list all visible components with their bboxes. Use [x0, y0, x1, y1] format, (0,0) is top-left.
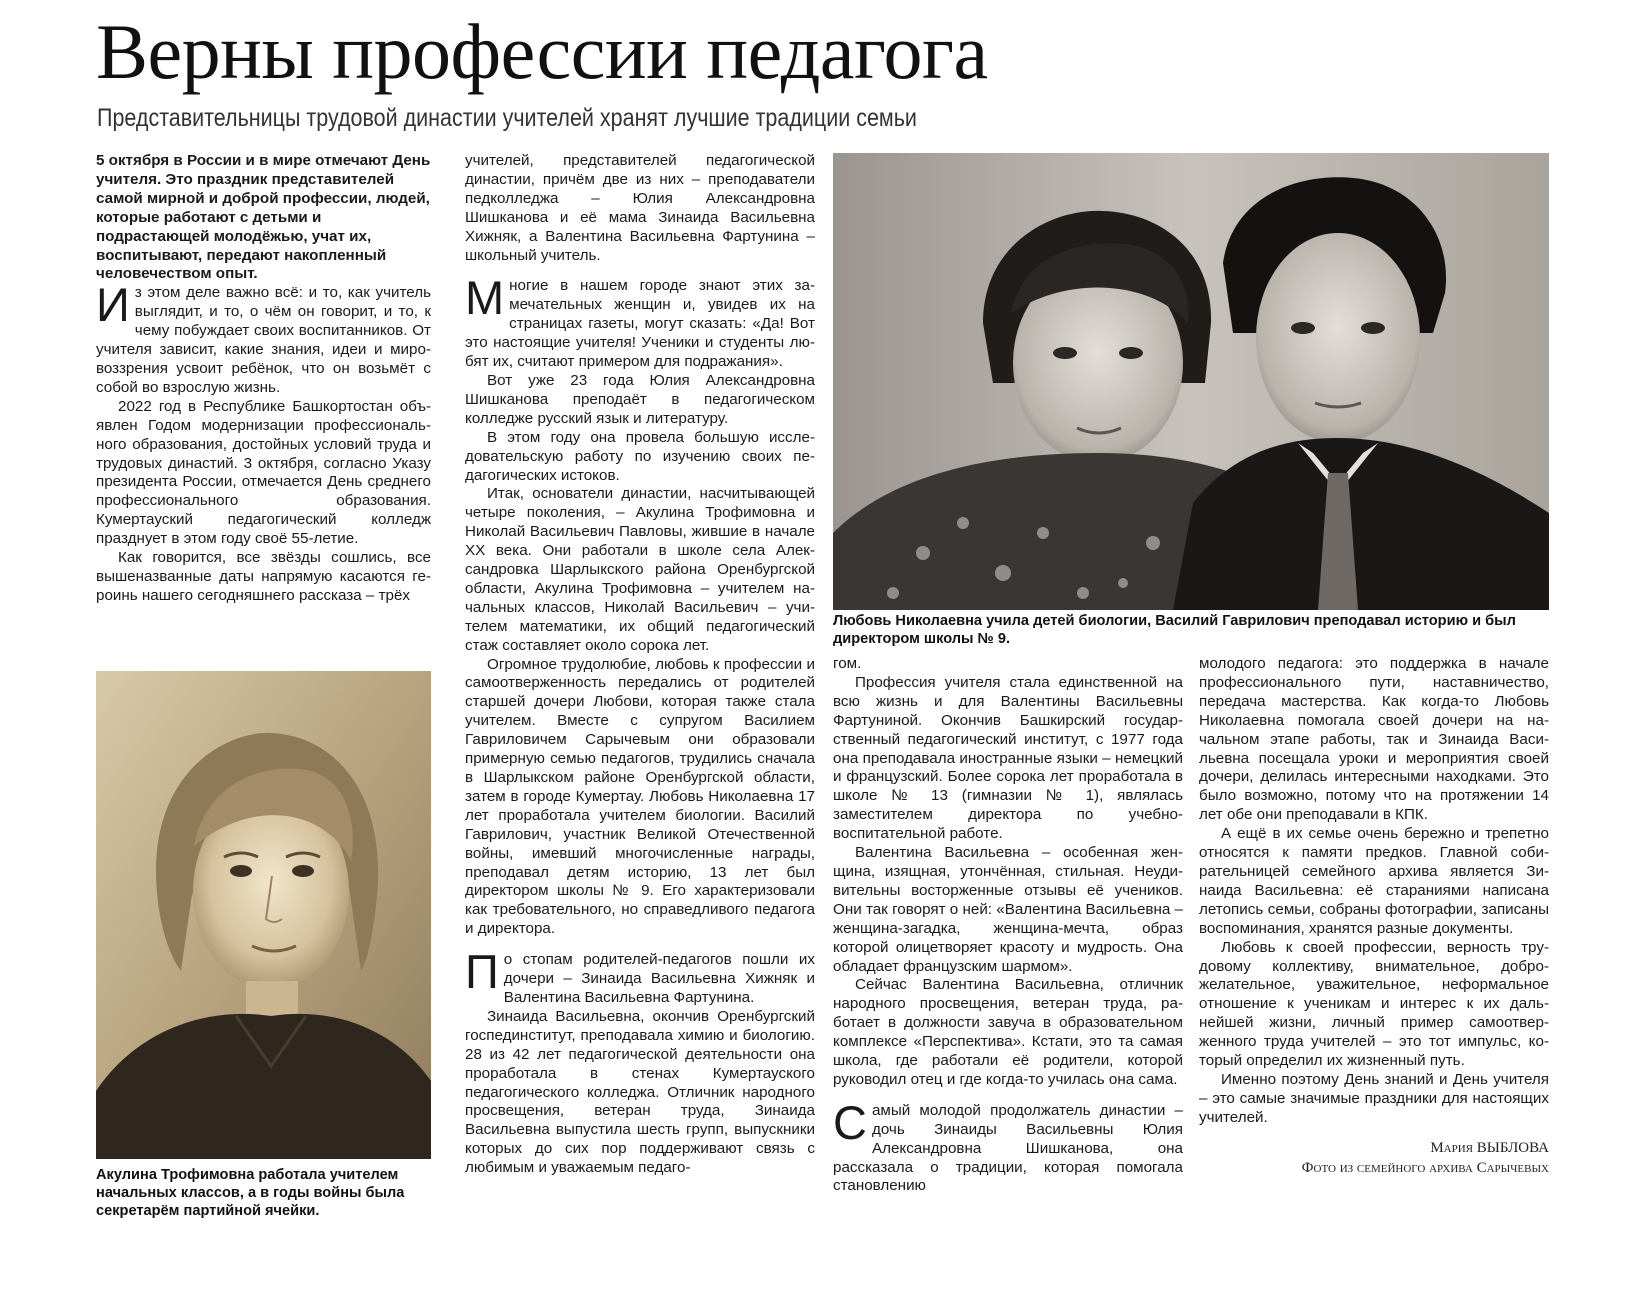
column-4: [1199, 655, 1549, 1178]
couple-caption: Любовь Николаевна учила детей биологии, Василий Гаврилович преподавал историю и был директором школы № 9.: [833, 613, 1516, 647]
drop-cap: И: [96, 278, 130, 332]
paragraph: По стопам родителей-педагогов пошли их дочери – Зинаида Васильевна Хижняк и Валентина Васильевна Фартунина.: [465, 945, 815, 1006]
article-title: Верны профессии педагога: [96, 8, 988, 95]
article-subtitle: Представительницы трудовой династии учителей хранят лучшие традиции семьи: [97, 104, 917, 132]
paragraph: Валентина Васильевна – особенная женщина, изящная, утончённая, стильная. Неудивительны восторженные отзывы её учеников. Они так говорят о ней: «Валентина Васильевна – женщина-загадка, женщина-мечта, образ которой олицетворяет красоту и мудрость. Она обладает французским шармом».: [833, 844, 1183, 975]
paragraph: гом.: [833, 655, 862, 672]
portrait-caption: Акулина Трофимовна работала учителем начальных классов, а в годы войны была секретарём партийной ячейки.: [96, 1167, 405, 1219]
paragraph: Из этом деле важно всё: и то, как учитель выглядит, и то, о чём он говорит, и то, к чему побуждает своих воспитанников. От учителя зависит, какие знания, идеи и мировоззрения усвоит ребёнок, что он возьмёт с собой во взрослую жизнь.: [96, 278, 431, 396]
column-3: [833, 655, 1183, 1196]
paragraph: Итак, основатели династии, насчитывающей четыре поколения, – Акулина Трофимовна и Николай Васильевич Павловы, жившие в начале XX века. Они работали в школе села Александровка Шарлыкского района Оренбургской области, Акулина Трофимовна – учителем начальных классов, Николай Васильевич – учителем математики, их общий педагогический стаж составляет около сорока лет.: [465, 485, 815, 654]
paragraph: Любовь к своей профессии, верность трудовому коллективу, внимательное, доброжелательное, уважительное, неформальное отношение к ученикам и интерес к их дальнейшей жизни, личный пример самоотверженного труда учителей – это тот импульс, который определил их жизненный путь.: [1199, 938, 1549, 1070]
paragraph: В этом году она провела большую исследовательскую работу по изучению своих педагогических истоков.: [465, 428, 815, 484]
paragraph: Зинаида Васильевна, окончив Оренбургский госпединститут, преподавала химию и биологию. 28 из 42 лет педагогической деятельности она проработала в стенах Кумертауского педагогического колледжа. Отличник народного просвещения, ветеран труда, Зинаида Васильевна выпустила шесть групп, выпускники которых до сих пор поддерживают связь с любимым и уважаемым педаго-: [465, 1007, 815, 1177]
paragraph: А ещё в их семье очень бережно и трепетно относятся к памяти предков. Главной собирательницей семейного архива является Зинаида Васильевна: её стараниями написана летопись семьи, собраны фотографии, записаны воспоминания, хранятся разные документы.: [1199, 825, 1549, 937]
paragraph: Как говорится, все звёзды сошлись, все вышеназванные даты напрямую касаются героинь нашего сегодняшнего рассказа – трёх: [96, 549, 431, 604]
paragraph: Именно поэтому День знаний и День учителя – это самые значимые праздники для настоящих учителей.: [1199, 1070, 1549, 1126]
paragraph: 2022 год в Республике Башкортостан объявлен Годом модернизации профессионального образования, достойных условий труда и трудовых династий. 3 октября, согласно Указу президента России, отмечается День среднего профессионального образования. Кумертауский педагогический колледж празднует в этом году своё 55-летие.: [96, 397, 431, 548]
paragraph: молодого педагога: это поддержка в начале профессионального пути, наставничество, передача мастерства. Как когда-то Любовь Николаевна помогала своей дочери на начальном этапе работы, так и Зинаида Васильевна посещала уроки и мероприятия своей дочери, делилась интересными находками. Это было возможно, потому что на протяжении 14 лет обе они преподавали в КПК.: [1199, 655, 1549, 824]
article-lead: 5 октября в России и в мире отмечают День учителя. Это праздник представителей самой мирной и доброй профессии, людей, которые работают с детьми и подрастающей молодёжью, учат их, воспитывают, передают накопленный человечеством опыт.: [96, 152, 431, 283]
paragraph: Огромное трудолюбие, любовь к профессии и самоотверженность передались от родителей старшей дочери Любови, которая также стала учителем. Вместе с супругом Василием Гавриловичем Сарычевым они образовали примерную семью педагогов, трудились сначала в Шарлыкском районе Оренбургской области, затем в городе Кумертау. Любовь Николаевна 17 лет проработала учителем биологии. Василий Гаврилович, участник Великой Отечественной войны, имевший многочисленные награды, преподавал детям историю, 13 лет был директором школы № 9. Его характеризовали как требовательного, но справедливого педагога и директора.: [465, 655, 815, 938]
photo-credit: Фото из семейного архива Сарычевых: [1301, 1159, 1549, 1176]
drop-cap: М: [465, 271, 505, 325]
drop-cap: П: [465, 945, 499, 999]
portrait-image: [96, 671, 431, 1159]
column-1: [96, 152, 431, 606]
author-byline: [1199, 1138, 1549, 1178]
paragraph: Сейчас Валентина Васильевна, отличник народного просвещения, ветеран труда, работает в должности завуча в образовательном комплексе «Перспектива». Кстати, это та самая школа, где работали её родители, которой руководил отец и где когда-то училась она сама.: [833, 976, 1183, 1088]
couple-photo: [833, 153, 1549, 610]
author-name: Мария ВЫБЛОВА: [1430, 1139, 1549, 1156]
portrait-photo: [96, 671, 431, 1159]
paragraph: учителей, представителей педагогической династии, причём две из них – преподаватели педколледжа – Юлия Александровна Шишканова и её мама Зинаида Васильевна Хижняк, а Валентина Васильевна Фартунина – школьный учитель.: [465, 152, 815, 264]
drop-cap: С: [833, 1095, 867, 1149]
paragraph: Самый молодой продолжатель династии – дочь Зинаиды Васильевны Юлия Александровна Шишканова, она рассказала о традиции, которая помогала становлению: [833, 1095, 1183, 1195]
couple-image: [833, 153, 1549, 610]
paragraph: Вот уже 23 года Юлия Александровна Шишканова преподаёт в педагогическом колледже русский язык и литературу.: [465, 371, 815, 427]
column-2: [465, 152, 815, 1178]
paragraph: Многие в нашем городе знают этих замечательных женщин и, увидев их на страницах газеты, могут сказать: «Да! Вот это настоящие учителя! Ученики и студенты любят их, считают примером для подражания».: [465, 271, 815, 371]
paragraph: Профессия учителя стала единственной на всю жизнь и для Валентины Васильевны Фартуниной. Окончив Башкирский государственный педагогический институт, с 1977 года она преподавала иностранные языки – немецкий и французский. Более сорока лет проработала в школе № 13 (гимназии № 1), являлась заместителем директора по учебно-воспитательной работе.: [833, 673, 1183, 843]
